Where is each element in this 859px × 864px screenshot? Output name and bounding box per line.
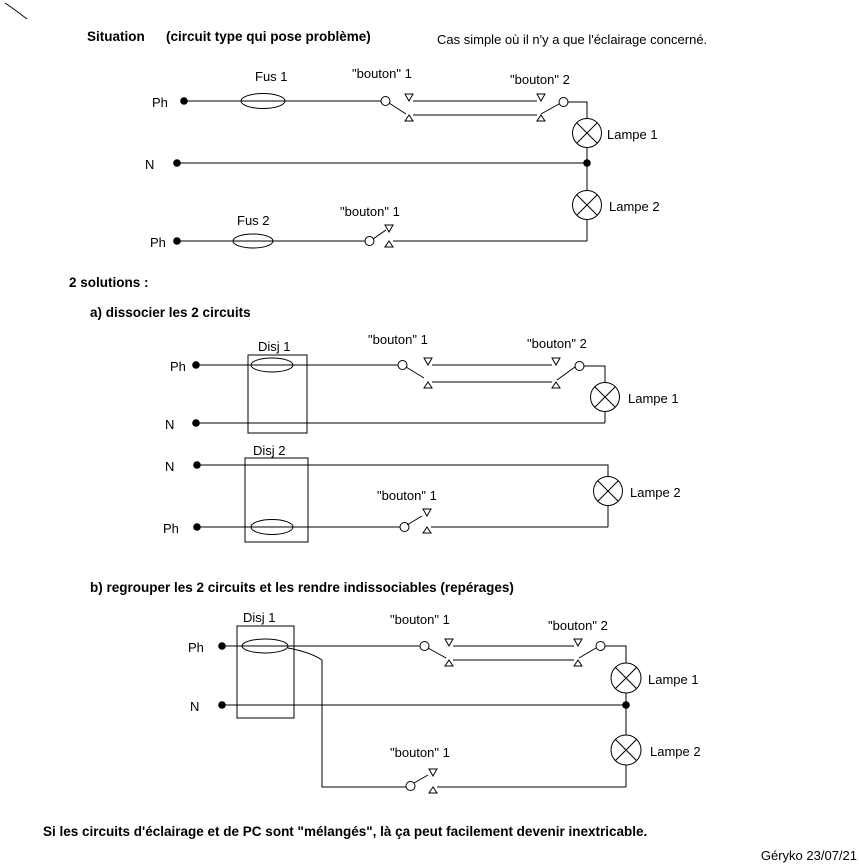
case-note: Cas simple où il n'y a que l'éclairage concerné. [437, 32, 708, 47]
label-bouton-2: "bouton" 2 [510, 72, 570, 87]
label-bouton-1: "bouton" 1 [390, 612, 450, 627]
label-lampe-1: Lampe 1 [648, 672, 699, 687]
lamp-1-symbol [573, 119, 602, 148]
solutions-heading: 2 solutions : [69, 275, 149, 290]
label-bouton-1: "bouton" 1 [390, 745, 450, 760]
solution-b-heading: b) regrouper les 2 circuits et les rendre indissociables (repérages) [90, 580, 514, 595]
switch-bouton1-vaetvient [398, 358, 432, 388]
label-fus-2: Fus 2 [237, 213, 270, 228]
switch-simple-lamp2 [400, 509, 431, 533]
section-solution-a [69, 275, 681, 542]
switch-bouton2-vaetvient [537, 94, 568, 121]
label-neutral: N [165, 417, 175, 432]
signature-text: Géryko 23/07/21 [760, 848, 857, 863]
label-bouton-1: "bouton" 1 [340, 204, 400, 219]
wire-to-lamp1 [568, 102, 587, 119]
label-disj-1: Disj 1 [258, 339, 291, 354]
label-ph: Ph [150, 235, 166, 250]
pen-stroke-mark [5, 3, 27, 19]
label-disj-2: Disj 2 [253, 443, 286, 458]
label-bouton-2: "bouton" 2 [527, 336, 587, 351]
wire-to-lamp1 [584, 366, 605, 383]
wire-to-lamp1 [605, 646, 626, 663]
lamp-2-symbol [611, 735, 641, 765]
label-disj-1: Disj 1 [243, 610, 276, 625]
label-lampe-2: Lampe 2 [630, 485, 681, 500]
breaker-disj1-box [248, 355, 307, 433]
switch-bouton1-vaetvient [381, 94, 413, 121]
label-ph: Ph [163, 521, 179, 536]
lamp-2-symbol [594, 477, 623, 506]
switch-bouton2-vaetvient [552, 358, 584, 388]
lamp-2-symbol [573, 191, 602, 220]
label-lampe-1: Lampe 1 [607, 127, 658, 142]
wire-branch-tap [288, 648, 406, 787]
switch-bouton1-vaetvient [420, 639, 453, 666]
label-bouton-1: "bouton" 1 [377, 488, 437, 503]
breaker-disj1-box [237, 626, 294, 718]
situation-title: Situation [87, 29, 145, 44]
label-ph: Ph [188, 640, 204, 655]
lamp-1-symbol [611, 663, 641, 693]
situation-title-paren: (circuit type qui pose problème) [166, 29, 371, 44]
label-lampe-1: Lampe 1 [628, 391, 679, 406]
label-ph: Ph [152, 95, 168, 110]
label-neutral: N [145, 157, 155, 172]
label-neutral: N [165, 459, 175, 474]
label-fus-1: Fus 1 [255, 69, 288, 84]
switch-simple-lamp2 [406, 769, 437, 793]
section-situation [87, 29, 707, 250]
section-solution-b [90, 580, 701, 793]
label-ph: Ph [170, 359, 186, 374]
label-lampe-2: Lampe 2 [609, 199, 660, 214]
label-lampe-2: Lampe 2 [650, 744, 701, 759]
wire-neutral-2 [197, 465, 608, 477]
breaker-disj2-box [245, 458, 308, 542]
label-neutral: N [190, 699, 200, 714]
switch-simple-lamp2 [365, 225, 393, 247]
lamp-1-symbol [591, 383, 620, 412]
label-bouton-1: "bouton" 1 [368, 332, 428, 347]
label-bouton-2: "bouton" 2 [548, 618, 608, 633]
solution-a-heading: a) dissocier les 2 circuits [90, 305, 251, 320]
switch-bouton2-vaetvient [574, 639, 605, 666]
label-bouton-1: "bouton" 1 [352, 66, 412, 81]
conclusion-text: Si les circuits d'éclairage et de PC sont "mélangés", là ça peut facilement devenir inextricable. [43, 824, 648, 839]
